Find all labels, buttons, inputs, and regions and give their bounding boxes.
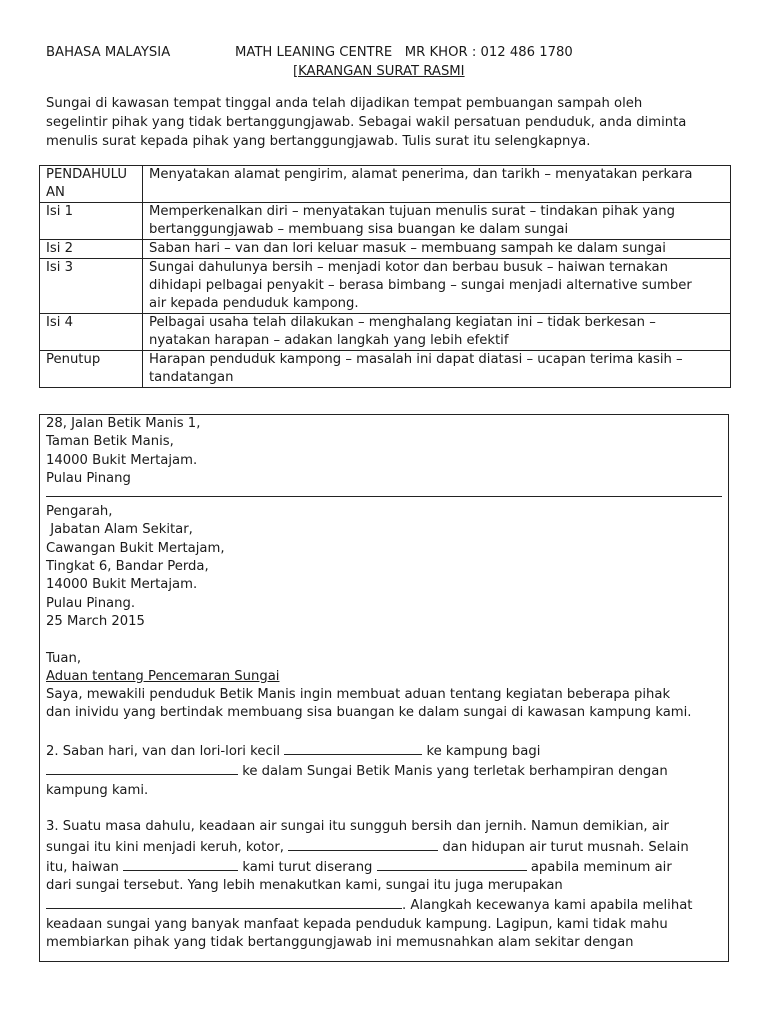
paragraph-line: ke dalam Sungai Betik Manis yang terletak berhampiran dengan [46,761,722,781]
fill-blank[interactable] [123,857,238,871]
outline-content: Menyatakan alamat pengirim, alamat penerima, dan tarikh – menyatakan perkara [143,166,731,203]
fill-blank[interactable] [288,837,438,851]
fill-blank[interactable] [46,895,402,909]
outline-content: Pelbagai usaha telah dilakukan – menghalang kegiatan ini – tidak berkesan – nyatakan harapan – adakan langkah yang lebih efektif [143,314,731,351]
question-text [46,94,736,151]
outline-label: Isi 3 [40,259,143,314]
paragraph-line: Saya, mewakili penduduk Betik Manis ingin membuat aduan tentang kegiatan beberapa pihak [46,687,671,703]
table-row [40,259,731,314]
outline-content: Sungai dahulunya bersih – menjadi kotor dan berbau busuk – haiwan ternakan dihidapi pelbagai penyakit – berasa bimbang – sungai menjadi alternative sumber air kepada penduduk kampong. [143,259,731,314]
question-line: segelintir pihak yang tidak bertanggungjawab. Sebagai wakil persatuan penduduk, anda diminta [46,115,687,130]
paragraph-line: membiarkan pihak yang tidak bertanggungjawab ini memusnahkan alam sekitar dengan [46,935,634,951]
salutation: Tuan, [46,650,82,666]
paragraph-line: dari sungai tersebut. Yang lebih menakutkan kami, sungai itu juga merupakan [46,878,563,894]
outline-label: PENDAHULU AN [40,166,143,203]
sender-address: 28, Jalan Betik Manis 1, Taman Betik Manis, 14000 Bukit Mertajam. Pulau Pinang [46,416,201,486]
outline-content: Saban hari – van dan lori keluar masuk – membuang sampah ke dalam sungai [143,240,731,259]
centre-contact: MATH LEANING CENTRE MR KHOR : 012 486 1780 [235,45,573,60]
outline-label: Isi 2 [40,240,143,259]
outline-content: Harapan penduduk kampong – masalah ini dapat diatasi – ucapan terima kasih – tandatangan [143,351,731,388]
document-title: [KARANGAN SURAT RASMI [293,64,465,79]
question-line: menulis surat kepada pihak yang bertanggungjawab. Tulis surat itu selengkapnya. [46,134,591,149]
paragraph-line: sungai itu kini menjadi keruh, kotor, dan hidupan air turut musnah. Selain [46,837,722,857]
table-row [40,166,731,203]
paragraph-line: 2. Saban hari, van dan lori-lori kecil ke kampung bagi [46,741,722,761]
outline-content: Memperkenalkan diri – menyatakan tujuan menulis surat – tindakan pihak yang bertanggungjawab – membuang sisa buangan ke dalam sungai [143,203,731,240]
table-row [40,203,731,240]
sample-letter-box [39,414,729,962]
outline-label: Penutup [40,351,143,388]
paragraph-line: 3. Suatu masa dahulu, keadaan air sungai itu sungguh bersih dan jernih. Namun demikian, air [46,819,669,835]
paragraph-line: keadaan sungai yang banyak manfaat kepada penduduk kampung. Lagipun, kami tidak mahu [46,916,668,932]
table-row [40,314,731,351]
subject-label: BAHASA MALAYSIA [46,45,171,60]
outline-label: Isi 1 [40,203,143,240]
address-divider [46,496,722,497]
page-header [46,45,726,85]
fill-blank[interactable] [377,857,527,871]
paragraph-line: dan inividu yang bertindak membuang sisa buangan ke dalam sungai di kawasan kampung kami. [46,705,692,721]
table-row [40,240,731,259]
letter-date: 25 March 2015 [46,613,145,629]
table-row [40,351,731,388]
essay-outline-table [39,165,731,388]
outline-label: Isi 4 [40,314,143,351]
fill-blank[interactable] [284,741,422,755]
letter-subject: Aduan tentang Pencemaran Sungai [46,668,280,684]
paragraph-line: itu, haiwan kami turut diserang apabila meminum air [46,857,722,877]
fill-blank[interactable] [46,761,238,775]
paragraph-line: kampung kami. [46,782,149,798]
question-line: Sungai di kawasan tempat tinggal anda telah dijadikan tempat pembuangan sampah oleh [46,96,643,111]
recipient-address: Pengarah, Jabatan Alam Sekitar, Cawangan Bukit Mertajam, Tingkat 6, Bandar Perda, 14000 Bukit Mertajam. Pulau Pinang. [46,504,225,611]
paragraph-line: . Alangkah kecewanya kami apabila melihat [46,895,722,915]
